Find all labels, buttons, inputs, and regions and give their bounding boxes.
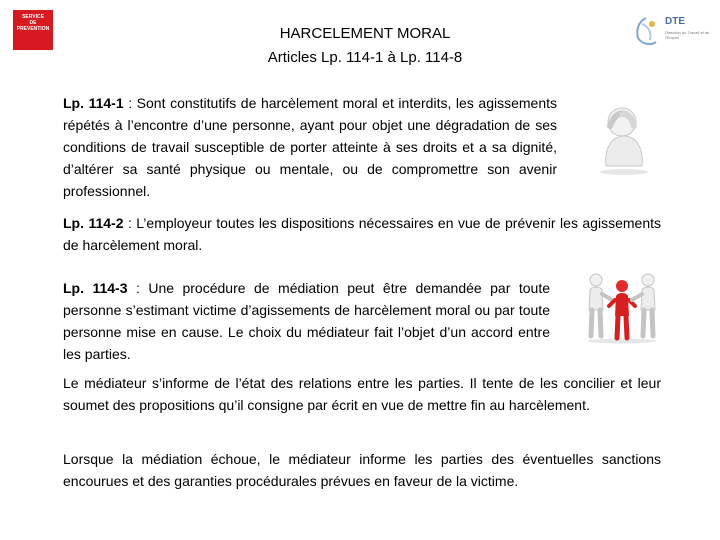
title-articles: Articles Lp. 114-1 à Lp. 114-8: [267, 49, 463, 66]
logo-line-3: PREVENTION: [16, 26, 50, 32]
article-ref: Lp. 114-1: [63, 95, 124, 111]
article-ref: Lp. 114-3: [63, 280, 128, 296]
mediation-people-figure: [582, 266, 662, 344]
mediator-paragraph: Le médiateur s’informe de l’état des relations entre les parties. Il tente de les concilier et leur soumet des propositions qu’il consigne par écrit en vue de mettre fin au harcèlement.: [63, 375, 661, 413]
article-lp-114-2: [63, 212, 661, 256]
dte-logo: [632, 14, 718, 50]
dte-acronym: DTE: [665, 16, 685, 27]
article-text: : Une procédure de médiation peut être demandée par toute personne s’estimant victime d’agissements de harcèlement moral ou par toute personne mise en cause. Le choix du médiateur fait l’objet d’un accord entre les parties.: [63, 280, 550, 362]
service-prevention-logo: [13, 10, 53, 50]
dte-subtitle: Direction du Travail et de l'Emploi: [665, 30, 710, 40]
page-title: [190, 22, 540, 70]
dte-emblem-icon: [632, 16, 660, 48]
title-main: HARCELEMENT MORAL: [279, 25, 451, 42]
logo-line-2: DE: [29, 20, 37, 26]
article-text: : L’employeur toutes les dispositions nécessaires en vue de prévenir les agissements de harcèlement moral.: [63, 215, 661, 253]
distressed-person-figure: [588, 96, 660, 176]
failed-mediation-paragraph: Lorsque la médiation échoue, le médiateur informe les parties des éventuelles sanctions encourues et des garanties procédurales prévues en faveur de la victime.: [63, 451, 661, 489]
article-text: : Sont constitutifs de harcèlement moral et interdits, les agissements répétés à l’encontre d’une personne, ayant pour objet une dégradation de ses conditions de travail susceptible de porter atteinte à ses droits et a sa dignité, d’altérer sa santé physique ou mentale, ou de compromettre son avenir professionnel.: [63, 95, 558, 199]
article-lp-114-1: [63, 92, 557, 202]
logo-line-1: SERVICE: [22, 14, 44, 20]
article-ref: Lp. 114-2: [63, 215, 124, 231]
article-lp-114-3: [63, 277, 550, 365]
